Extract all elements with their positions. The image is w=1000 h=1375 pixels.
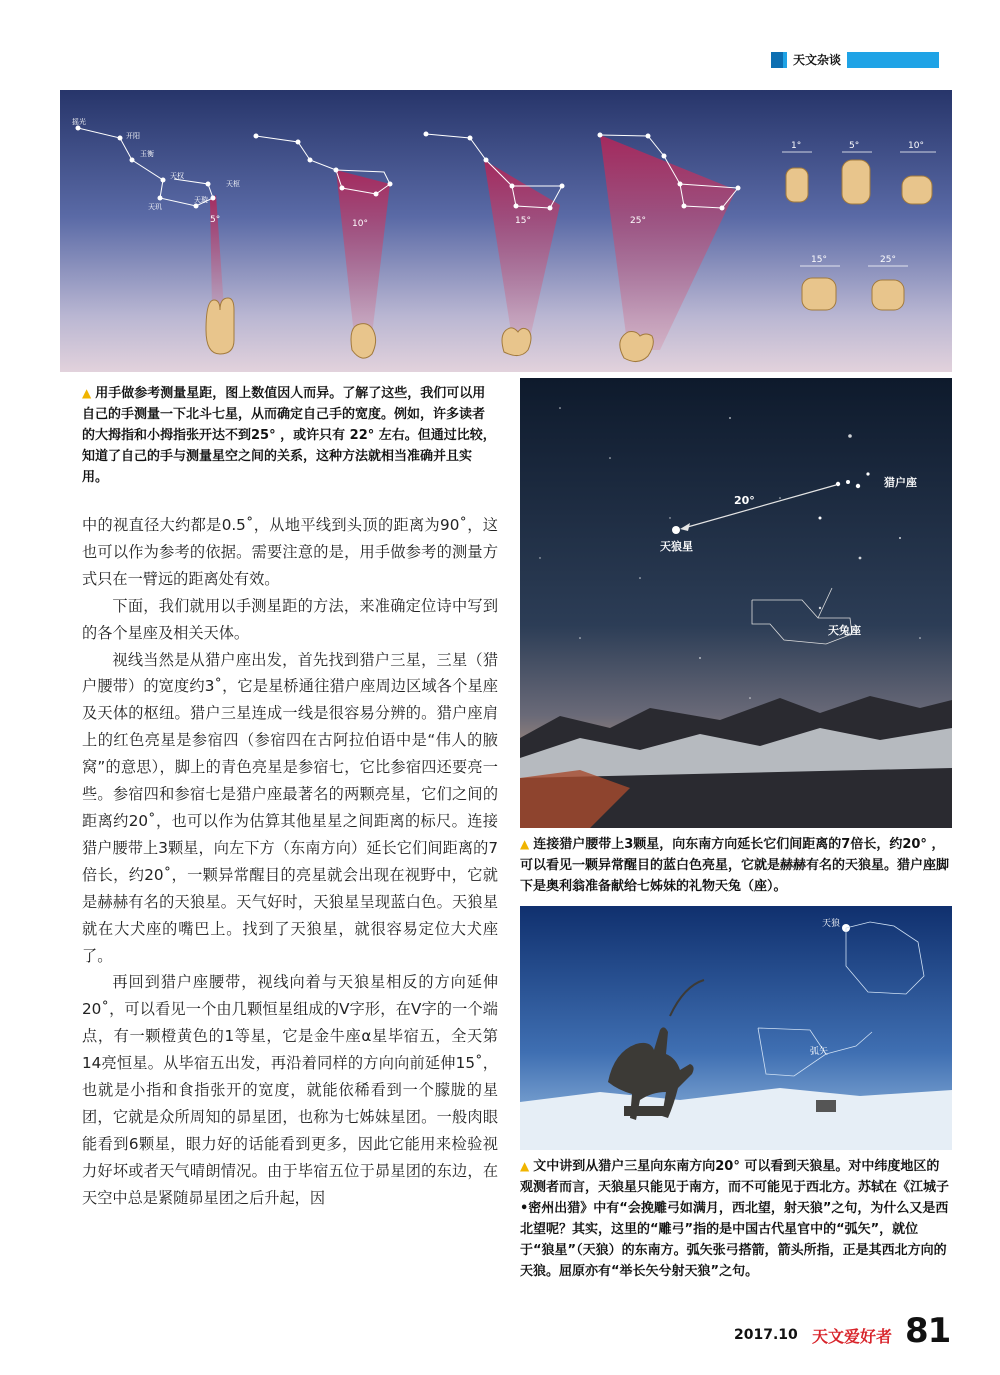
page-number: 81: [905, 1311, 951, 1351]
section-tag: [771, 52, 939, 68]
caption-triangle-icon: ▲: [520, 837, 530, 851]
snow-ground: [520, 1088, 952, 1150]
small-building: [816, 1100, 836, 1112]
caption-hand-measure: [82, 383, 496, 488]
star-label-tianji: 天玑: [148, 203, 162, 211]
hand-measure-figure: [60, 90, 952, 372]
footer-magazine: 天文爱好者: [812, 1327, 893, 1346]
caption-hand-measure-text: 用手做参考测量星距，图上数值因人而异。了解了这些，我们可以用自己的手测量一下北斗七星，从而确定自己手的宽度。例如，许多读者的大拇指和小拇指张开达不到25° ，或许只有 22° 左右。但通过比较，知道了自己的手与测量星空之间的关系，这种方法就相当准确并且实用。: [82, 386, 496, 485]
label-orion: 猎户座: [884, 476, 917, 489]
star-label-yuheng: 玉衡: [140, 150, 154, 158]
sirius-archer-photo: [520, 906, 952, 1150]
section-title: 天文杂谈: [787, 52, 847, 68]
section-tag-marker: [771, 52, 783, 68]
article-body: [82, 512, 498, 1212]
star-label-yaoguang: 摇光: [72, 118, 86, 126]
label-husi: 弧矢: [810, 1047, 829, 1057]
ref-angle-1: 1°: [791, 141, 802, 151]
star-label-kaiyang: 开阳: [126, 132, 140, 140]
body-paragraph-4: 再回到猎户座腰带，视线向着与天狼星相反的方向延伸20˚，可以看见一个由几颗恒星组成的V字形，在V字的一个端点，有一颗橙黄色的1等星，它是金牛座α星毕宿五，全天第14亮恒星。从毕宿五出发，再沿着同样的方向向前延伸15˚，也就是小指和食指张开的宽度，就能依稀看到一个朦胧的星团，它就是众所周知的昴星团，也称为七姊妹星团。一般肉眼能看到6颗星，眼力好的话能看到更多，因此它能用来检验视力好坏或者天气晴朗情况。由于毕宿五位于昴星团的东边，在天空中总是紧随昴星团之后升起，因: [82, 973, 498, 1207]
ref-hand-10deg-icon: [902, 176, 932, 204]
star-label-tianshu: 天枢: [226, 180, 240, 188]
label-angle-20: 20°: [734, 494, 755, 507]
caption-orion-text: 连接猎户腰带上3颗星，向东南方向延长它们间距离的7倍长，约20° ，可以看见一颗异常醒目的蓝白色亮星，它就是赫赫有名的天狼星。猎户座脚下是奥利翁准备献给七姊妹的礼物天兔（座）。: [520, 837, 950, 894]
caption-orion: [520, 834, 952, 897]
ref-angle-15: 15°: [811, 255, 827, 265]
orion-sirius-photo: [520, 378, 952, 828]
ref-hand-25deg-icon: [872, 280, 904, 310]
statue-base: [624, 1106, 668, 1116]
hand-measure-illustration: [60, 90, 952, 372]
angle-label-5: 5°: [210, 215, 221, 225]
label-tianlang: 天狼: [822, 919, 841, 929]
angle-label-25: 25°: [630, 216, 646, 226]
ref-hand-1deg-icon: [786, 168, 808, 202]
hand-5deg-icon: [206, 298, 234, 354]
ref-angle-25: 25°: [880, 255, 896, 265]
sirius-archer-illustration: [520, 906, 952, 1150]
star-label-tianquan: 天权: [170, 172, 184, 180]
caption-sirius: [520, 1156, 952, 1282]
body-paragraph-1: 中的视直径大约都是0.5˚，从地平线到头顶的距离为90˚，这也可以作为参考的依据。需要注意的是，用手做参考的测量方式只在一臂远的距离处有效。: [82, 516, 498, 588]
sirius-star: [672, 526, 680, 534]
caption-triangle-icon: ▲: [520, 1159, 530, 1173]
label-lepus: 天兔座: [828, 624, 861, 637]
caption-triangle-icon: ▲: [82, 386, 92, 400]
ref-angle-10: 10°: [908, 141, 924, 151]
ref-hand-5deg-icon: [842, 160, 870, 204]
body-paragraph-3: 视线当然是从猎户座出发，首先找到猎户三星，三星（猎户腰带）的宽度约3˚，它是星桥通往猎户座周边区域各个星座及天体的枢纽。猎户三星连成一线是很容易分辨的。猎户座肩上的红色亮星是参宿四（参宿四在古阿拉伯语中是“伟人的腋窝”的意思），脚上的青色亮星是参宿七，它比参宿四还要亮一些。参宿四和参宿七是猎户座最著名的两颗亮星，它们之间的距离约20˚，也可以作为估算其他星星之间距离的标尺。连接猎户腰带上3颗星，向左下方（东南方向）延长它们间距离的7倍长，约20˚，一颗异常醒目的亮星就会出现在视野中，它就是赫赫有名的天狼星。天气好时，天狼星呈现蓝白色。天狼星就在大犬座的嘴巴上。找到了天狼星，就很容易定位大犬座了。: [82, 650, 498, 965]
label-sirius: 天狼星: [660, 540, 693, 553]
hand-15deg-icon: [502, 328, 531, 356]
body-paragraph-2: 下面，我们就用以手测星距的方法，来准确定位诗中写到的各个星座及相关天体。: [82, 596, 498, 642]
ref-angle-5: 5°: [849, 141, 860, 151]
caption-sirius-text: 文中讲到从猎户三星向东南方向20° 可以看到天狼星。对中纬度地区的观测者而言，天狼星只能见于南方，而不可能见于西北方。苏轼在《江城子•密州出猎》中有“会挽雕弓如满月，西北望，射天狼”之句，为什么又是西北望呢？其实，这里的“雕弓”指的是中国古代星官中的“弧矢”，就位于“狼星”（天狼）的东南方。弧矢张弓搭箭，箭头所指，正是其西北方向的天狼。屈原亦有“举长矢兮射天狼”之句。: [520, 1159, 950, 1279]
orion-sirius-illustration: [520, 378, 952, 828]
hand-10deg-icon: [351, 324, 376, 358]
star-label-tianxuan: 天璇: [194, 196, 208, 204]
angle-label-15: 15°: [515, 216, 531, 226]
angle-label-10: 10°: [352, 219, 368, 229]
ref-hand-15deg-icon: [802, 278, 836, 310]
footer-date: 2017.10: [734, 1327, 798, 1343]
